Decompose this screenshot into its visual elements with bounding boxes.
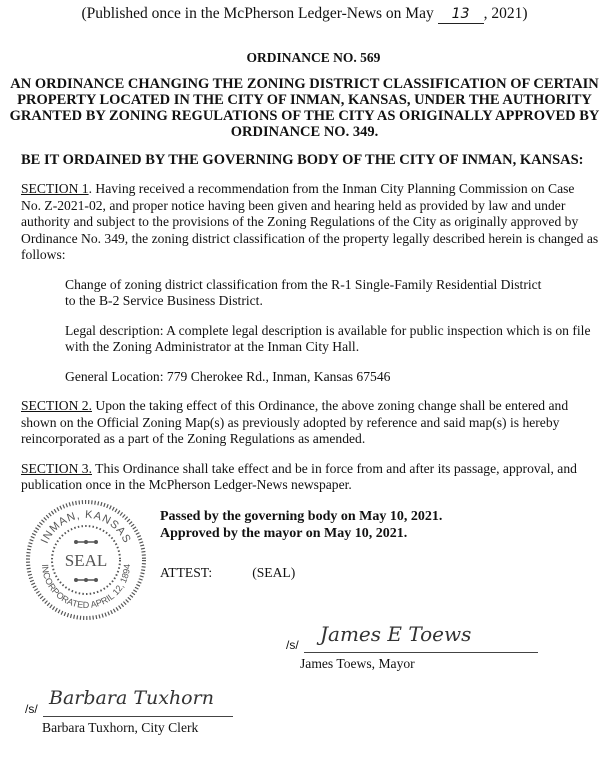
section-1-line: . Having received a recommendation from the Inman City Planning Commission on Case <box>88 181 575 196</box>
passage-and-seal <box>0 508 609 622</box>
section-1-line: Ordinance No. 349, the zoning district classification of the property legally described herein is changed as <box>21 230 599 246</box>
attest-label: ATTEST: <box>160 564 213 580</box>
legal-description-line: Legal description: A complete legal description is available for public inspection which is on file <box>65 322 591 338</box>
title-line: GRANTED BY ZONING REGULATIONS OF THE CITY AS ORIGINALLY APPROVED BY <box>9 108 600 124</box>
section-1-line: authority and subject to the provisions of the Zoning Regulations of the City as originally approved by <box>21 214 579 229</box>
section-2 <box>21 398 609 448</box>
clerk-name-title: Barbara Tuxhorn, City Clerk <box>42 719 199 735</box>
publication-day-handwritten: 13 <box>438 6 484 24</box>
general-location: General Location: 779 Cherokee Rd., Inman, Kansas 67546 <box>65 368 391 384</box>
title-line: ORDINANCE NO. 349. <box>230 124 379 140</box>
title-line: AN ORDINANCE CHANGING THE ZONING DISTRICT CLASSIFICATION OF CERTAIN <box>10 76 599 92</box>
zoning-change-line: Change of zoning district classification from the R-1 Single-Family Residential District <box>65 276 542 292</box>
section-2-line: reincorporated as a part of the Zoning Regulations as amended. <box>21 431 366 446</box>
section-3-heading: SECTION 3. <box>21 460 92 476</box>
legal-description <box>65 323 609 356</box>
attest-line <box>160 564 295 581</box>
section-1 <box>21 181 609 264</box>
seal-center-text: SEAL <box>64 550 108 570</box>
section-2-line: shown on the Official Zoning Map(s) as previously adopted by reference and said map(s) is hereby <box>21 414 560 430</box>
approved-date: Approved by the mayor on May 10, 2021. <box>160 525 408 541</box>
seal-star-bottom-icon <box>74 578 98 582</box>
section-1-heading: SECTION 1 <box>21 181 89 196</box>
legal-description-line: with the Zoning Administrator at the Inman City Hall. <box>65 339 360 354</box>
seal-star-top-icon <box>74 540 98 544</box>
section-1-line: No. Z-2021-02, and proper notice having been given and hearing held as provided by law and under <box>21 197 566 213</box>
mayor-sig-prefix: /s/ <box>286 637 299 652</box>
mayor-signature-line <box>304 652 538 653</box>
section-3-line: This Ordinance shall take effect and be in force from and after its passage, approval, and <box>92 460 577 476</box>
ordinance-number: ORDINANCE NO. 569 <box>246 50 381 65</box>
seal-bottom-text: INCORPORATED APRIL 12, 1894 <box>39 563 133 610</box>
section-2-heading: SECTION 2. <box>21 398 92 413</box>
seal-label: (SEAL) <box>252 564 296 580</box>
section-3 <box>21 461 609 494</box>
zoning-change <box>65 277 609 310</box>
signatures <box>0 622 609 762</box>
city-seal <box>24 498 148 622</box>
passage-record <box>160 508 442 542</box>
publication-prefix: (Published once in the McPherson Ledger-News on May <box>81 5 434 22</box>
publication-suffix: , 2021) <box>483 5 528 22</box>
clerk-signature: Barbara Tuxhorn <box>49 686 214 709</box>
ordinance-title <box>0 76 609 140</box>
mayor-signature: James E Toews <box>320 621 472 646</box>
ordaining-clause: BE IT ORDAINED BY THE GOVERNING BODY OF THE CITY OF INMAN, KANSAS: <box>21 152 584 168</box>
clerk-signature-line <box>43 716 233 717</box>
section-3-line: publication once in the McPherson Ledger-News newspaper. <box>21 477 352 492</box>
section-2-line: Upon the taking effect of this Ordinance, the above zoning change shall be entered and <box>92 398 569 413</box>
clerk-sig-prefix: /s/ <box>25 701 38 716</box>
seal-top-text: INMAN, KANSAS <box>38 508 134 545</box>
section-1-line: follows: <box>21 247 66 262</box>
title-line: PROPERTY LOCATED IN THE CITY OF INMAN, KANSAS, UNDER THE AUTHORITY <box>17 92 592 108</box>
zoning-change-line: to the B-2 Service Business District. <box>65 293 263 308</box>
passed-date: Passed by the governing body on May 10, 2021. <box>160 508 443 524</box>
publication-notice <box>0 4 609 24</box>
mayor-name-title: James Toews, Mayor <box>300 655 415 671</box>
